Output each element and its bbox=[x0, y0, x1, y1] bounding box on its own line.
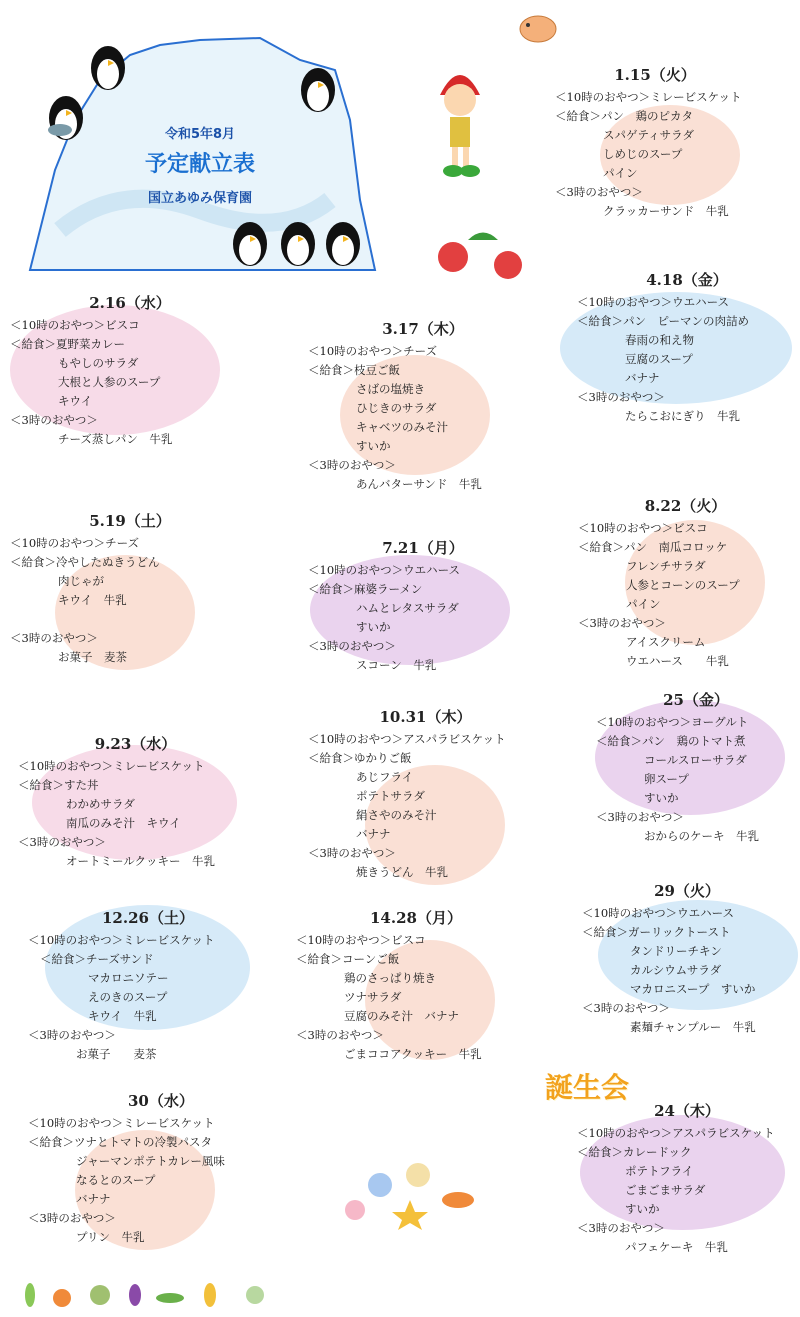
lunch-item: もやしのサラダ bbox=[58, 356, 139, 370]
menu-block bbox=[10, 292, 250, 449]
morning-snack: ＜10時のおやつ＞アスパラビスケット bbox=[577, 1126, 775, 1140]
lunch-head: ＜給食＞カレードック bbox=[577, 1145, 692, 1159]
menu-block bbox=[28, 907, 268, 1064]
lunch-item: バナナ bbox=[356, 827, 391, 841]
lunch-head: ＜給食＞パン 鶏のトマト煮 bbox=[596, 734, 746, 748]
lunch-item: マカロニスープ すいか bbox=[630, 982, 756, 996]
lunch-item: 鶏のさっぱり焼き bbox=[344, 971, 436, 985]
menu-date: 10.31（木） bbox=[379, 708, 472, 726]
morning-snack: ＜10時のおやつ＞ミレービスケット bbox=[18, 759, 205, 773]
header-illustration bbox=[0, 0, 395, 280]
morning-snack: ＜10時のおやつ＞ビスコ bbox=[10, 318, 140, 332]
lunch-head: ＜給食＞夏野菜カレー bbox=[10, 337, 125, 351]
morning-snack: ＜10時のおやつ＞チーズ bbox=[10, 536, 140, 550]
lunch-head: ＜給食＞ツナとトマトの冷製パスタ bbox=[28, 1135, 212, 1149]
lunch-item: 人参とコーンのスープ bbox=[626, 578, 740, 592]
menu-date: 1.15（火） bbox=[614, 66, 696, 84]
lunch-item: 豆腐のみそ汁 バナナ bbox=[344, 1009, 459, 1023]
morning-snack: ＜10時のおやつ＞ヨーグルト bbox=[596, 715, 749, 729]
lunch-item: しめじのスープ bbox=[603, 147, 683, 161]
lunch-item: ハムとレタスサラダ bbox=[356, 601, 459, 615]
menu-date: 5.19（土） bbox=[89, 512, 171, 530]
afternoon-snack: お菓子 麦茶 bbox=[76, 1047, 157, 1061]
school-name: 国立あゆみ保育園 bbox=[147, 191, 252, 206]
menu-block bbox=[555, 64, 755, 221]
afternoon-snack: オートミールクッキー 牛乳 bbox=[66, 854, 216, 868]
lunch-item: 春雨の和え物 bbox=[625, 333, 694, 347]
lunch-item: 大根と人参のスープ bbox=[58, 375, 161, 389]
lunch-item: すいか bbox=[356, 439, 391, 453]
menu-date: 24（木） bbox=[654, 1102, 720, 1120]
birthday-label: 誕生会 bbox=[545, 1071, 630, 1104]
afternoon-snack: おからのケーキ 牛乳 bbox=[644, 829, 759, 843]
lunch-item: あじフライ bbox=[356, 770, 414, 784]
menu-date: 9.23（水） bbox=[94, 735, 177, 753]
lunch-item: すいか bbox=[356, 620, 391, 634]
pig-icon bbox=[510, 5, 560, 45]
lunch-head: ＜給食＞すた丼 bbox=[18, 778, 99, 792]
lunch-item: ツナサラダ bbox=[344, 990, 402, 1004]
afternoon-snack: お菓子 麦茶 bbox=[58, 650, 127, 664]
afternoon-head: ＜3時のおやつ＞ bbox=[10, 413, 98, 427]
seashells-icon bbox=[340, 1160, 490, 1230]
afternoon-head: ＜3時のおやつ＞ bbox=[582, 1001, 670, 1015]
menu-block bbox=[577, 1100, 797, 1257]
lunch-head: ＜給食＞パン 鶏のピカタ bbox=[555, 109, 693, 123]
morning-snack: ＜10時のおやつ＞ミレービスケット bbox=[555, 90, 742, 104]
lunch-item: キウイ 牛乳 bbox=[88, 1009, 157, 1023]
lunch-item: バナナ bbox=[625, 371, 660, 385]
morning-snack: ＜10時のおやつ＞ミレービスケット bbox=[28, 1116, 215, 1130]
lunch-head: ＜給食＞冷やしたぬきうどん bbox=[10, 555, 160, 569]
menu-date: 12.26（土） bbox=[102, 909, 194, 927]
menu-block bbox=[296, 907, 536, 1064]
lunch-head: ＜給食＞パン ピーマンの肉詰め bbox=[577, 314, 750, 328]
lunch-item: タンドリーチキン bbox=[630, 944, 722, 958]
vegetables-icon bbox=[20, 1280, 270, 1310]
morning-snack: ＜10時のおやつ＞ウエハース bbox=[577, 295, 730, 309]
afternoon-snack: プリン 牛乳 bbox=[76, 1230, 145, 1244]
afternoon-snack: たらこおにぎり 牛乳 bbox=[625, 409, 740, 423]
menu-date: 30（水） bbox=[128, 1092, 194, 1110]
girl-character-icon bbox=[425, 55, 495, 185]
lunch-item: ポテトサラダ bbox=[356, 789, 425, 803]
afternoon-snack: ごまココアクッキー 牛乳 bbox=[344, 1047, 482, 1061]
menu-block bbox=[10, 510, 250, 667]
menu-block bbox=[308, 537, 538, 675]
lunch-item: フレンチサラダ bbox=[626, 559, 706, 573]
lunch-item: パイン bbox=[626, 597, 661, 611]
lunch-item: 豆腐のスープ bbox=[625, 352, 693, 366]
afternoon-head: ＜3時のおやつ＞ bbox=[308, 639, 396, 653]
menu-date: 14.28（月） bbox=[370, 909, 462, 927]
lunch-item: キャベツのみそ汁 bbox=[356, 420, 448, 434]
lunch-item: スパゲティサラダ bbox=[603, 128, 694, 142]
lunch-item: マカロニソテー bbox=[88, 971, 169, 985]
lunch-item: コールスローサラダ bbox=[644, 753, 747, 767]
lunch-head: ＜給食＞パン 南瓜コロッケ bbox=[578, 540, 728, 554]
penguin-icon bbox=[233, 222, 267, 266]
afternoon-head: ＜3時のおやつ＞ bbox=[577, 390, 665, 404]
menu-block bbox=[18, 733, 253, 871]
menu-date: 4.18（金） bbox=[646, 271, 728, 289]
lunch-item: 南瓜のみそ汁 キウイ bbox=[66, 816, 181, 830]
afternoon-head: ＜3時のおやつ＞ bbox=[555, 185, 643, 199]
lunch-item: ポテトフライ bbox=[625, 1164, 694, 1178]
lunch-item: パイン bbox=[603, 166, 638, 180]
crabs-watermelon-icon bbox=[428, 225, 538, 285]
afternoon-snack: 素麺チャンプルー 牛乳 bbox=[630, 1020, 756, 1034]
menu-date: 8.22（火） bbox=[644, 497, 727, 515]
menu-block bbox=[577, 269, 797, 426]
lunch-item: バナナ bbox=[76, 1192, 111, 1206]
penguin-icon bbox=[48, 96, 83, 140]
afternoon-snack: ウエハース 牛乳 bbox=[626, 654, 729, 668]
lunch-head: ＜給食＞チーズサンド bbox=[40, 952, 154, 966]
page-title: 予定献立表 bbox=[144, 152, 255, 177]
lunch-item: 肉じゃが bbox=[58, 574, 104, 588]
lunch-item: わかめサラダ bbox=[66, 797, 135, 811]
afternoon-snack: スコーン 牛乳 bbox=[356, 658, 437, 672]
menu-block bbox=[596, 689, 796, 846]
lunch-item: なるとのスープ bbox=[76, 1173, 156, 1187]
afternoon-snack: アイスクリーム bbox=[626, 635, 706, 649]
afternoon-head: ＜3時のおやつ＞ bbox=[578, 616, 666, 630]
menu-block bbox=[308, 706, 543, 882]
afternoon-head: ＜3時のおやつ＞ bbox=[18, 835, 106, 849]
menu-date: 29（火） bbox=[654, 882, 720, 900]
afternoon-head: ＜3時のおやつ＞ bbox=[308, 458, 396, 472]
morning-snack: ＜10時のおやつ＞ウエハース bbox=[582, 906, 735, 920]
lunch-item: キウイ bbox=[58, 394, 93, 408]
lunch-item: ジャーマンポテトカレー風味 bbox=[76, 1154, 225, 1168]
lunch-item: ごまごまサラダ bbox=[625, 1183, 706, 1197]
menu-block bbox=[582, 880, 792, 1037]
menu-date: 25（金） bbox=[663, 691, 729, 709]
afternoon-head: ＜3時のおやつ＞ bbox=[28, 1028, 116, 1042]
afternoon-head: ＜3時のおやつ＞ bbox=[596, 810, 684, 824]
lunch-head: ＜給食＞コーンご飯 bbox=[296, 952, 400, 966]
morning-snack: ＜10時のおやつ＞アスパラビスケット bbox=[308, 732, 506, 746]
lunch-head: ＜給食＞枝豆ご飯 bbox=[308, 363, 400, 377]
penguin-icon bbox=[281, 222, 315, 266]
lunch-item: さばの塩焼き bbox=[356, 382, 425, 396]
lunch-item: 絹さやのみそ汁 bbox=[356, 808, 437, 822]
era-month: 令和5年8月 bbox=[164, 127, 236, 142]
menu-date: 3.17（木） bbox=[382, 320, 464, 338]
afternoon-head: ＜3時のおやつ＞ bbox=[296, 1028, 384, 1042]
lunch-item: すいか bbox=[625, 1202, 660, 1216]
penguin-icon bbox=[91, 46, 125, 90]
menu-date: 7.21（月） bbox=[382, 539, 464, 557]
morning-snack: ＜10時のおやつ＞チーズ bbox=[308, 344, 438, 358]
menu-block bbox=[578, 495, 793, 671]
spacer bbox=[10, 610, 250, 629]
menu-block bbox=[28, 1090, 268, 1247]
lunch-item: ひじきのサラダ bbox=[356, 401, 437, 415]
lunch-item: カルシウムサラダ bbox=[630, 963, 722, 977]
lunch-item: 卵スープ bbox=[644, 772, 689, 786]
afternoon-head: ＜3時のおやつ＞ bbox=[28, 1211, 116, 1225]
menu-block bbox=[308, 318, 538, 494]
afternoon-snack: チーズ蒸しパン 牛乳 bbox=[58, 432, 173, 446]
lunch-item: すいか bbox=[644, 791, 679, 805]
lunch-head: ＜給食＞麻婆ラーメン bbox=[308, 582, 423, 596]
lunch-head: ＜給食＞ガーリックトースト bbox=[582, 925, 731, 939]
lunch-item: キウイ 牛乳 bbox=[58, 593, 127, 607]
morning-snack: ＜10時のおやつ＞ビスコ bbox=[296, 933, 426, 947]
afternoon-snack: パフェケーキ 牛乳 bbox=[625, 1240, 728, 1254]
menu-date: 2.16（水） bbox=[89, 294, 171, 312]
afternoon-head: ＜3時のおやつ＞ bbox=[308, 846, 396, 860]
afternoon-head: ＜3時のおやつ＞ bbox=[577, 1221, 665, 1235]
penguin-icon bbox=[301, 68, 335, 112]
morning-snack: ＜10時のおやつ＞ウエハース bbox=[308, 563, 461, 577]
morning-snack: ＜10時のおやつ＞ミレービスケット bbox=[28, 933, 215, 947]
afternoon-snack: クラッカーサンド 牛乳 bbox=[603, 204, 729, 218]
penguin-icon bbox=[326, 222, 360, 266]
afternoon-snack: あんバターサンド 牛乳 bbox=[356, 477, 482, 491]
afternoon-snack: 焼きうどん 牛乳 bbox=[356, 865, 448, 879]
morning-snack: ＜10時のおやつ＞ビスコ bbox=[578, 521, 708, 535]
lunch-item: えのきのスープ bbox=[88, 990, 168, 1004]
lunch-head: ＜給食＞ゆかりご飯 bbox=[308, 751, 412, 765]
afternoon-head: ＜3時のおやつ＞ bbox=[10, 631, 98, 645]
